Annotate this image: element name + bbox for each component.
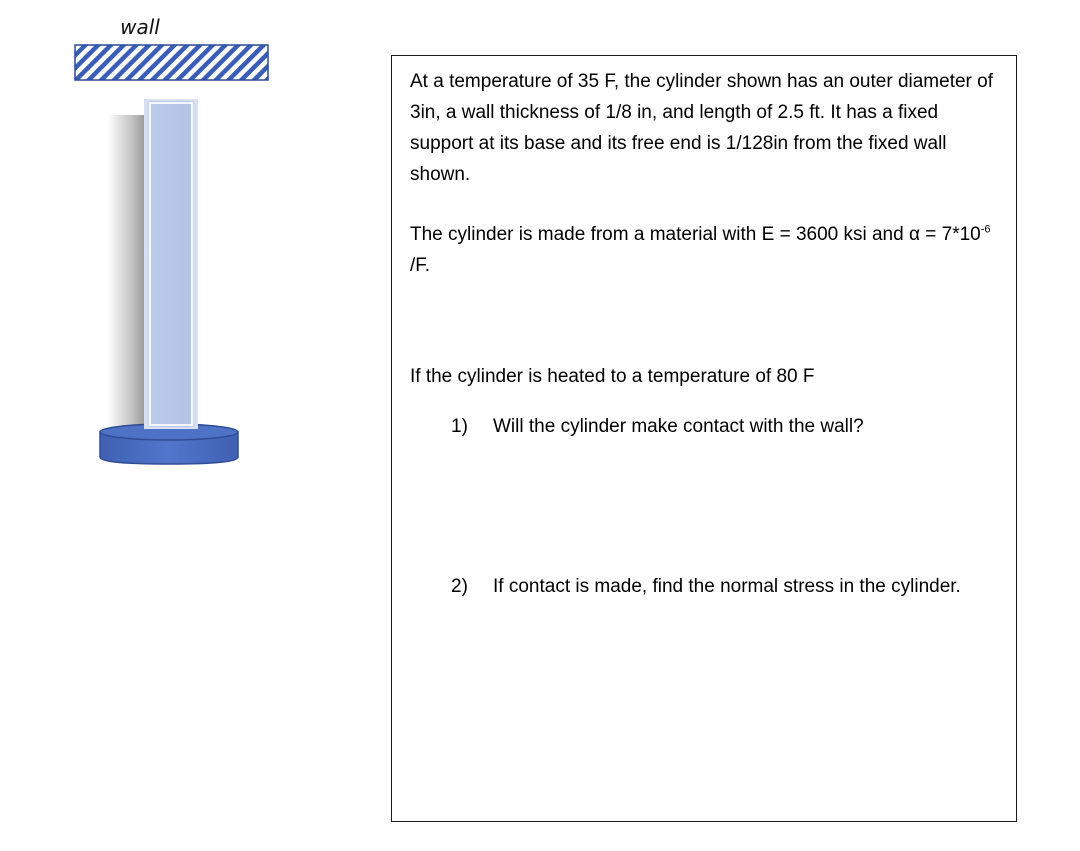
question-item-1 — [451, 411, 991, 442]
alpha-symbol: α — [908, 224, 920, 245]
wall-label — [120, 15, 160, 39]
alpha-exponent: -6 — [980, 223, 991, 236]
problem-statement-box — [391, 55, 1017, 822]
alpha-unit: /F. — [410, 255, 431, 276]
question-text-1: Will the cylinder make contact with the wall? — [493, 416, 864, 437]
fixed-wall — [75, 45, 268, 80]
cylinder-shadow — [108, 115, 150, 433]
question-item-2 — [451, 571, 991, 602]
wall-label-text: wall — [120, 15, 160, 39]
problem-paragraph-1: At a temperature of 35 F, the cylinder shown has an outer diameter of 3in, a wall thickness of 1/8 in, and length of 2.5 ft. It has a fixed support at its base and its free end is 1/128in from the fixed wall shown. — [410, 71, 993, 185]
alpha-equation: = 7*10 — [919, 224, 981, 245]
question-number-2: 2) — [451, 576, 468, 597]
question-text-2: If contact is made, find the normal stress in the cylinder. — [493, 576, 961, 597]
problem-paragraph-2 — [410, 219, 1000, 281]
material-properties-text: The cylinder is made from a material with E = 3600 ksi and — [410, 224, 909, 245]
cylinder — [145, 100, 197, 428]
question-number-1: 1) — [451, 416, 468, 437]
fixed-base — [100, 424, 238, 464]
problem-paragraph-3: If the cylinder is heated to a temperature of 80 F — [410, 366, 815, 387]
cylinder-wall-diagram — [0, 0, 380, 851]
